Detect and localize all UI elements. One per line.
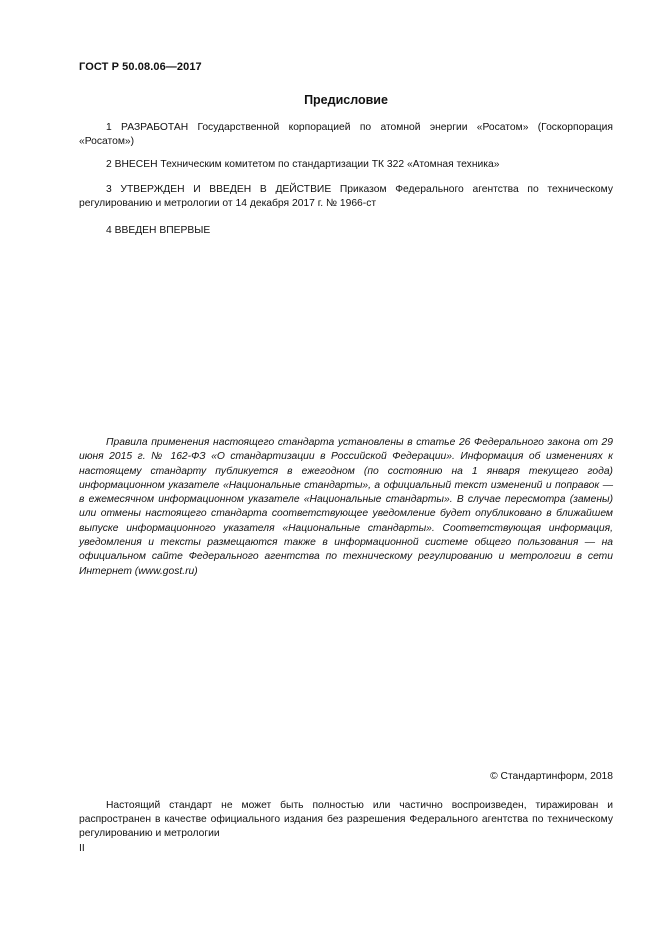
application-rules-notice: Правила применения настоящего стандарта установлены в статье 26 Федерального закона от 29 июня 2015 г. № 162-ФЗ «О стандартизации в Российской Федерации». Информация об изменениях к настоящему стандарту публикуется в ежегодном (по состоянию на 1 января текущего года) информационном указателе «Национальные стандарты», а официальный текст изменений и поправок — в ежемесячном информационном указателе «Национальные стандарты». В случае пересмотра (замены) или отмены настоящего стандарта соответствующее уведомление будет опубликовано в ближайшем выпуске информационного указателя «Национальные стандарты». Соответствующая информация, уведомления и тексты размещаются также в информационной системе общего пользования — на официальном сайте Федерального агентства по техническому регулированию и метрологии в сети Интернет (www.gost.ru): [79, 437, 613, 577]
reproduction-notice: Настоящий стандарт не может быть полностью или частично воспроизведен, тиражирован и распространен в качестве официального издания без разрешения Федерального агентства по техническому регулированию и метрологии: [79, 800, 613, 839]
page-number: II: [79, 843, 85, 854]
page-title: Предисловие: [304, 93, 388, 107]
copyright-line: © Стандартинформ, 2018: [490, 771, 613, 782]
document-code: ГОСТ Р 50.08.06—2017: [79, 61, 202, 73]
foreword-paragraph-developed: 1 РАЗРАБОТАН Государственной корпорацией по атомной энергии «Росатом» (Госкорпорация «Росатом»): [79, 122, 613, 147]
foreword-paragraph-first-time: 4 ВВЕДЕН ВПЕРВЫЕ: [106, 225, 211, 236]
foreword-paragraph-introduced: 2 ВНЕСЕН Техническим комитетом по стандартизации ТК 322 «Атомная техника»: [106, 159, 500, 170]
foreword-paragraph-approved: 3 УТВЕРЖДЕН И ВВЕДЕН В ДЕЙСТВИЕ Приказом Федерального агентства по техническому регулированию и метрологии от 14 декабря 2017 г. № 1966-ст: [79, 184, 613, 209]
